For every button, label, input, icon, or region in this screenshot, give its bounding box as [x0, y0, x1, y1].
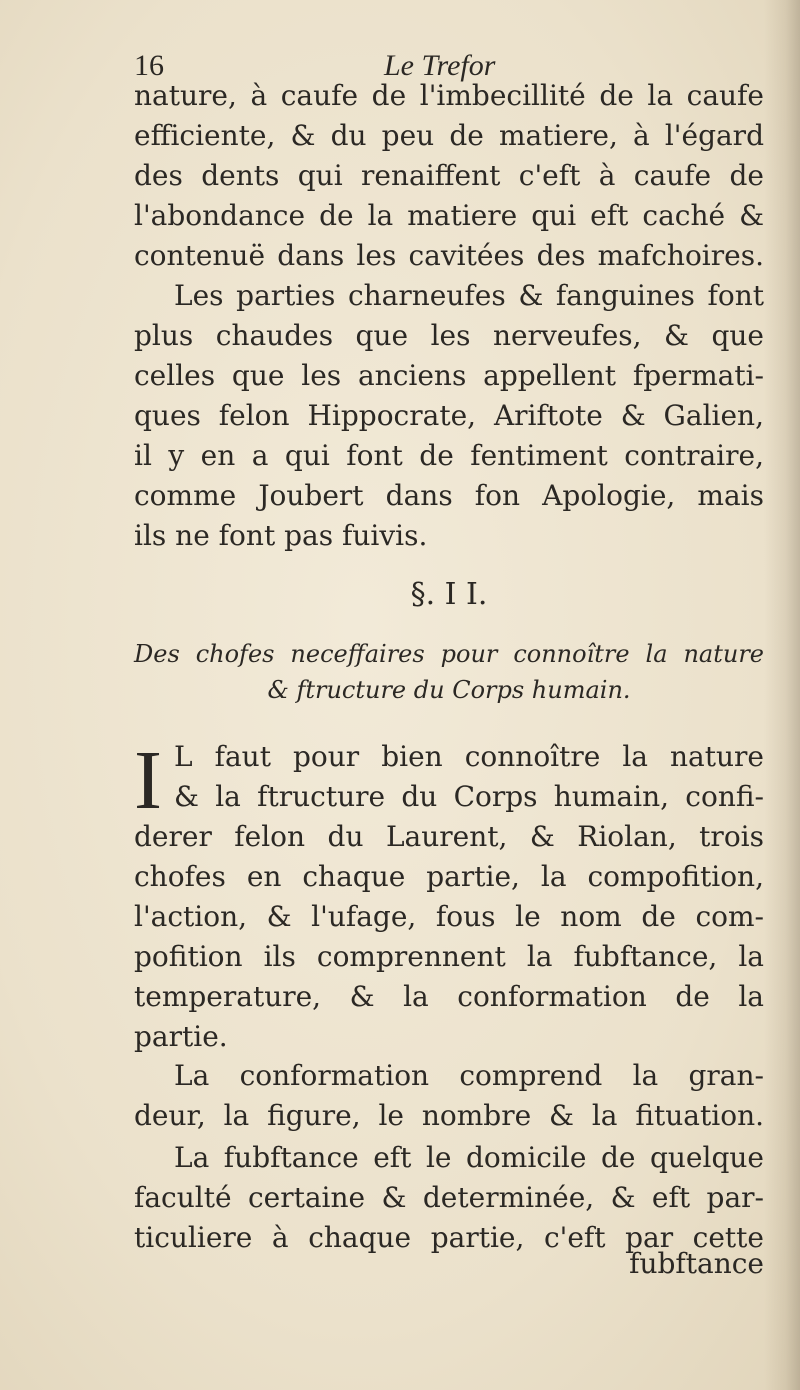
text-line: Les parties charneufes & fanguines font	[174, 279, 764, 312]
section-subtitle-line: & ftructure du Corps humain.	[267, 676, 631, 704]
gutter-shadow	[764, 0, 800, 1390]
paragraph-continuation	[134, 76, 764, 276]
paragraph-il-faut	[134, 734, 764, 1057]
text-line: deur, la figure, le nombre & la fituation.	[134, 1099, 764, 1132]
text-line: l'action, & l'ufage, fous le nom de com-	[134, 900, 764, 933]
text-line: celles que les anciens appellent fpermati-	[134, 359, 764, 392]
text-line: L faut pour bien connoître la nature	[174, 740, 764, 773]
text-line: La conformation comprend la gran-	[174, 1059, 764, 1092]
text-line: derer felon du Laurent, & Riolan, trois	[134, 820, 764, 853]
text-line: efficiente, & du peu de matiere, à l'égard	[134, 119, 764, 152]
text-line: l'abondance de la matiere qui eft caché &	[134, 199, 764, 232]
text-line: chofes en chaque partie, la compofition,	[134, 860, 764, 893]
text-line: contenuë dans les cavitées des mafchoires.	[134, 239, 764, 272]
page-number: 16	[134, 49, 164, 82]
text-line: comme Joubert dans fon Apologie, mais	[134, 479, 764, 512]
text-line: ils ne font pas fuivis.	[134, 519, 428, 552]
text-line: ticuliere à chaque partie, c'eft par cette	[134, 1221, 764, 1254]
catchword: fubftance	[629, 1247, 764, 1280]
text-line: temperature, & la conformation de la	[134, 980, 764, 1013]
paragraph-conformation	[134, 1056, 764, 1136]
text-line: partie.	[134, 1020, 228, 1053]
text-line: il y en a qui font de fentiment contraire,	[134, 439, 764, 472]
section-subtitle-line: Des chofes neceffaires pour connoître la nature	[134, 640, 764, 668]
text-line: ques felon Hippocrate, Ariftote & Galien,	[134, 399, 764, 432]
section-heading: §. I I.	[410, 577, 488, 612]
text-line: plus chaudes que les nerveufes, & que	[134, 319, 764, 352]
text-line: pofition ils comprennent la fubftance, la	[134, 940, 764, 973]
paragraph-parties-charneuses	[134, 276, 764, 556]
text-line: & la ftructure du Corps humain, confi-	[174, 780, 764, 813]
text-line: La fubftance eft le domicile de quelque	[174, 1141, 764, 1174]
text-line: des dents qui renaiffent c'eft à caufe de	[134, 159, 764, 192]
drop-cap: I	[134, 734, 162, 827]
running-title: Le Trefor	[384, 49, 496, 82]
text-line: faculté certaine & determinée, & eft par-	[134, 1181, 764, 1214]
paragraph-substance	[134, 1138, 764, 1258]
text-line: nature, à caufe de l'imbecillité de la caufe	[134, 79, 764, 112]
